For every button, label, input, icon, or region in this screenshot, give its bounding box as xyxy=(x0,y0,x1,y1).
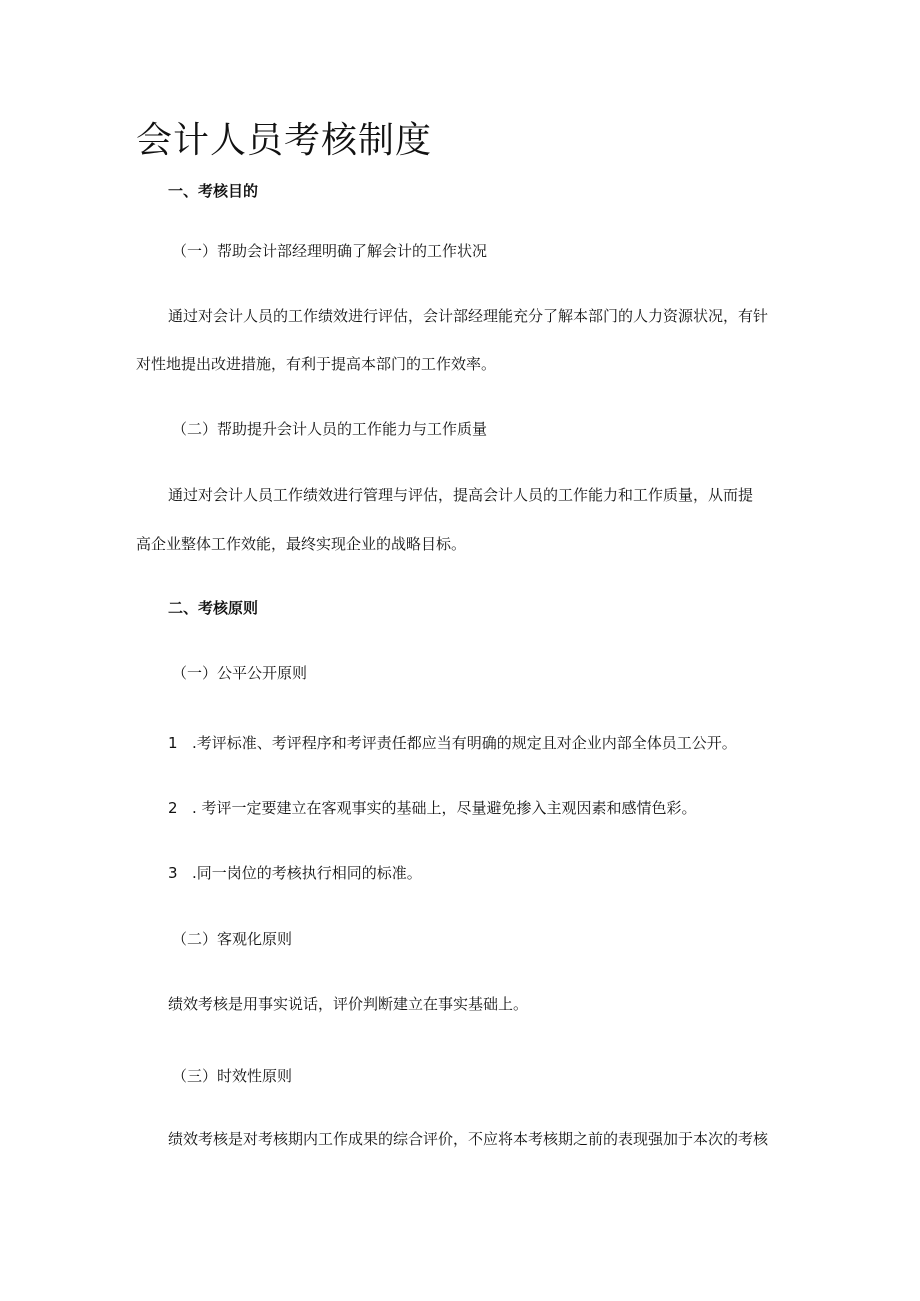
list-item-text: . 考评一定要建立在客观事实的基础上，尽量避免掺入主观因素和感情色彩。 xyxy=(192,799,697,817)
section-heading-purpose: 一、考核目的 xyxy=(168,182,259,200)
document-title: 会计人员考核制度 xyxy=(136,120,433,161)
list-item-text: .考评标准、考评程序和考评责任都应当有明确的规定且对企业内部全体员工公开。 xyxy=(192,734,737,752)
paragraph-line: 绩效考核是对考核期内工作成果的综合评价，不应将本考核期之前的表现强加于本次的考核 xyxy=(168,1130,769,1148)
subheading-objectivity: （二）客观化原则 xyxy=(172,930,293,948)
paragraph-line: 通过对会计人员工作绩效进行管理与评估，提高会计人员的工作能力和工作质量，从而提 xyxy=(168,486,754,504)
paragraph-line: 高企业整体工作效能，最终实现企业的战略目标。 xyxy=(136,535,467,553)
list-item xyxy=(168,733,737,753)
list-item-number: 1 xyxy=(168,734,178,752)
subheading-improve-ability: （二）帮助提升会计人员的工作能力与工作质量 xyxy=(172,420,488,438)
paragraph-line: 绩效考核是用事实说话，评价判断建立在事实基础上。 xyxy=(168,995,529,1013)
list-item-text: .同一岗位的考核执行相同的标准。 xyxy=(192,864,422,882)
subheading-timeliness: （三）时效性原则 xyxy=(172,1067,293,1085)
paragraph-line: 对性地提出改进措施，有利于提高本部门的工作效率。 xyxy=(136,355,497,373)
list-item xyxy=(168,863,422,883)
list-item xyxy=(168,798,697,818)
list-item-number: 2 xyxy=(168,799,178,817)
paragraph-line: 通过对会计人员的工作绩效进行评估，会计部经理能充分了解本部门的人力资源状况，有针 xyxy=(168,307,769,325)
section-heading-principles: 二、考核原则 xyxy=(168,599,259,617)
list-item-number: 3 xyxy=(168,864,178,882)
subheading-fair-open: （一）公平公开原则 xyxy=(172,664,308,682)
subheading-understand-status: （一）帮助会计部经理明确了解会计的工作状况 xyxy=(172,242,488,260)
